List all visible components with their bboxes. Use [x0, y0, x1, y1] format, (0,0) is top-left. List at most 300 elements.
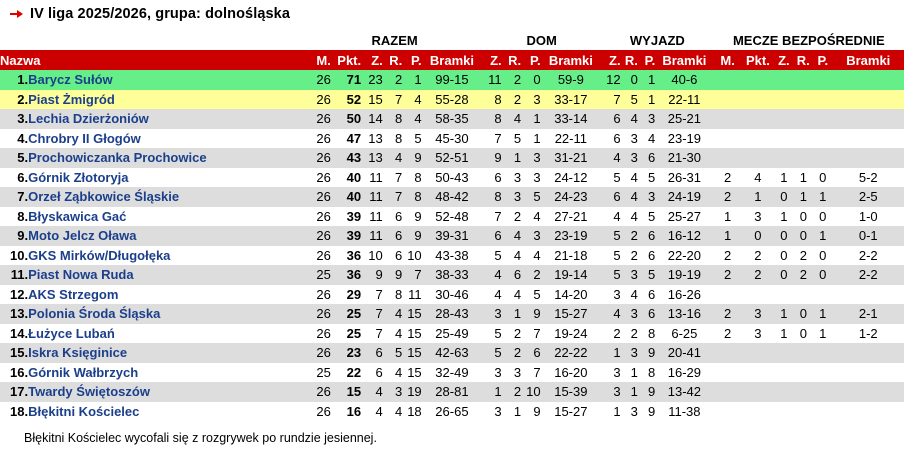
col-wyj-r[interactable]: R. [621, 50, 638, 70]
table-row[interactable] [0, 324, 904, 344]
row-away-goals: 21-30 [655, 148, 713, 168]
col-bez-p[interactable]: P. [813, 50, 832, 70]
row-losses: 1 [402, 70, 421, 90]
row-home-draws: 1 [502, 148, 521, 168]
row-wins: 6 [361, 363, 383, 383]
row-h2h-goals [832, 148, 904, 168]
table-footnote: Błękitni Kościelec wycofali się z rozgrywek po rundzie jesiennej. [24, 431, 377, 445]
row-home-wins: 8 [482, 187, 501, 207]
row-home-wins: 3 [482, 363, 501, 383]
row-home-goals: 59-9 [541, 70, 602, 90]
table-row[interactable] [0, 187, 904, 207]
row-h2h-goals: 2-5 [832, 187, 904, 207]
row-draws: 4 [383, 363, 402, 383]
row-h2h-matches: 2 [714, 168, 742, 188]
row-goals: 52-48 [422, 207, 483, 227]
row-matches: 26 [307, 343, 331, 363]
row-matches: 26 [307, 187, 331, 207]
row-h2h-losses: 1 [813, 304, 832, 324]
row-h2h-matches [714, 90, 742, 110]
row-away-losses: 9 [638, 343, 655, 363]
row-home-draws: 4 [502, 285, 521, 305]
table-row[interactable] [0, 343, 904, 363]
row-away-losses: 6 [638, 285, 655, 305]
row-draws: 7 [383, 187, 402, 207]
row-points: 29 [331, 285, 361, 305]
row-h2h-draws: 0 [794, 304, 813, 324]
team-name-link[interactable]: Łużyce Lubań [28, 324, 307, 344]
row-away-wins: 5 [601, 265, 620, 285]
row-wins: 11 [361, 207, 383, 227]
row-away-losses: 9 [638, 402, 655, 422]
row-away-wins: 2 [601, 324, 620, 344]
row-home-draws: 4 [502, 246, 521, 266]
row-home-wins: 3 [482, 304, 501, 324]
table-row[interactable] [0, 246, 904, 266]
row-h2h-wins [774, 382, 793, 402]
row-away-draws: 2 [621, 226, 638, 246]
row-h2h-matches [714, 70, 742, 90]
col-wyj-p[interactable]: P. [638, 50, 655, 70]
row-h2h-wins: 1 [774, 168, 793, 188]
row-position: 5. [0, 148, 28, 168]
row-h2h-wins [774, 129, 793, 149]
table-row[interactable] [0, 226, 904, 246]
col-dom-r[interactable]: R. [502, 50, 521, 70]
row-h2h-losses [813, 363, 832, 383]
row-h2h-draws: 2 [794, 246, 813, 266]
row-away-goals: 22-20 [655, 246, 713, 266]
row-away-draws: 1 [621, 382, 638, 402]
row-h2h-losses [813, 70, 832, 90]
team-name-link[interactable]: Barycz Sułów [28, 70, 307, 90]
row-away-draws: 3 [621, 129, 638, 149]
row-h2h-wins [774, 402, 793, 422]
row-home-goals: 21-18 [541, 246, 602, 266]
row-h2h-points: 2 [742, 246, 774, 266]
row-h2h-losses: 0 [813, 265, 832, 285]
row-points: 52 [331, 90, 361, 110]
row-goals: 25-49 [422, 324, 483, 344]
row-home-draws: 2 [502, 90, 521, 110]
row-h2h-losses [813, 343, 832, 363]
row-away-draws: 4 [621, 168, 638, 188]
row-points: 36 [331, 265, 361, 285]
team-name-link[interactable]: Polonia Środa Śląska [28, 304, 307, 324]
row-goals: 52-51 [422, 148, 483, 168]
row-goals: 55-28 [422, 90, 483, 110]
row-away-draws: 3 [621, 343, 638, 363]
row-points: 40 [331, 168, 361, 188]
row-losses: 15 [402, 363, 421, 383]
row-matches: 26 [307, 402, 331, 422]
row-h2h-draws [794, 363, 813, 383]
col-dom-p[interactable]: P. [521, 50, 540, 70]
col-pkt[interactable]: Pkt. [331, 50, 361, 70]
row-h2h-goals: 2-2 [832, 265, 904, 285]
row-points: 47 [331, 129, 361, 149]
row-losses: 4 [402, 90, 421, 110]
row-away-draws: 3 [621, 304, 638, 324]
row-home-losses: 3 [521, 226, 540, 246]
row-h2h-matches [714, 343, 742, 363]
group-header-wyjazd: WYJAZD [629, 32, 685, 48]
row-away-losses: 6 [638, 226, 655, 246]
row-h2h-points: 3 [742, 324, 774, 344]
row-away-goals: 26-31 [655, 168, 713, 188]
page-title [0, 0, 904, 30]
row-home-goals: 22-22 [541, 343, 602, 363]
row-points: 16 [331, 402, 361, 422]
row-matches: 26 [307, 168, 331, 188]
row-position: 8. [0, 207, 28, 227]
row-wins: 7 [361, 324, 383, 344]
row-h2h-points [742, 109, 774, 129]
team-name-link[interactable]: Piast Nowa Ruda [28, 265, 307, 285]
row-h2h-draws [794, 343, 813, 363]
row-home-wins: 3 [482, 402, 501, 422]
row-goals: 48-42 [422, 187, 483, 207]
row-away-draws: 0 [621, 70, 638, 90]
row-home-losses: 5 [521, 187, 540, 207]
row-h2h-wins [774, 148, 793, 168]
row-h2h-points [742, 382, 774, 402]
row-away-wins: 6 [601, 129, 620, 149]
col-wyj-z[interactable]: Z. [601, 50, 620, 70]
row-goals: 50-43 [422, 168, 483, 188]
row-matches: 26 [307, 129, 331, 149]
row-wins: 4 [361, 382, 383, 402]
row-home-wins: 8 [482, 90, 501, 110]
row-h2h-draws [794, 402, 813, 422]
row-h2h-goals [832, 382, 904, 402]
row-home-draws: 1 [502, 304, 521, 324]
row-home-draws: 2 [502, 70, 521, 90]
row-away-losses: 5 [638, 207, 655, 227]
table-row[interactable] [0, 207, 904, 227]
row-h2h-matches: 1 [714, 207, 742, 227]
row-away-losses: 6 [638, 246, 655, 266]
row-away-draws: 3 [621, 402, 638, 422]
row-draws: 6 [383, 246, 402, 266]
table-row[interactable] [0, 148, 904, 168]
col-bez-bramki[interactable]: Bramki [832, 50, 904, 70]
row-home-draws: 4 [502, 109, 521, 129]
col-bez-z[interactable]: Z. [774, 50, 793, 70]
row-home-goals: 16-20 [541, 363, 602, 383]
row-h2h-goals: 0-1 [832, 226, 904, 246]
col-bez-r[interactable]: R. [794, 50, 813, 70]
row-home-losses: 3 [521, 148, 540, 168]
team-name-link[interactable]: AKS Strzegom [28, 285, 307, 305]
row-h2h-matches: 2 [714, 304, 742, 324]
row-matches: 26 [307, 109, 331, 129]
row-points: 22 [331, 363, 361, 383]
row-h2h-wins [774, 90, 793, 110]
row-away-goals: 20-41 [655, 343, 713, 363]
team-name-link[interactable]: Prochowiczanka Prochowice [28, 148, 307, 168]
row-home-losses: 5 [521, 285, 540, 305]
row-h2h-points [742, 363, 774, 383]
row-h2h-points [742, 129, 774, 149]
table-row[interactable] [0, 129, 904, 149]
row-home-goals: 14-20 [541, 285, 602, 305]
row-losses: 10 [402, 246, 421, 266]
row-h2h-losses: 1 [813, 226, 832, 246]
team-name-link[interactable]: Piast Żmigród [28, 90, 307, 110]
team-name-link[interactable]: Moto Jelcz Oława [28, 226, 307, 246]
team-name-link[interactable]: Twardy Świętoszów [28, 382, 307, 402]
row-h2h-points [742, 70, 774, 90]
team-name-link[interactable]: Błękitni Kościelec [28, 402, 307, 422]
row-h2h-losses: 0 [813, 246, 832, 266]
group-header-dom: DOM [526, 32, 557, 48]
row-h2h-draws [794, 148, 813, 168]
row-draws: 5 [383, 343, 402, 363]
row-matches: 26 [307, 207, 331, 227]
row-away-draws: 3 [621, 265, 638, 285]
row-home-goals: 24-12 [541, 168, 602, 188]
row-h2h-wins [774, 70, 793, 90]
row-losses: 18 [402, 402, 421, 422]
team-name-link[interactable]: Chrobry II Głogów [28, 129, 307, 149]
row-h2h-losses: 0 [813, 168, 832, 188]
row-home-wins: 9 [482, 148, 501, 168]
row-home-goals: 33-17 [541, 90, 602, 110]
column-header-row [0, 50, 904, 70]
row-h2h-points [742, 90, 774, 110]
team-name-link[interactable]: Iskra Księginice [28, 343, 307, 363]
row-h2h-matches: 2 [714, 324, 742, 344]
row-home-wins: 5 [482, 246, 501, 266]
row-away-wins: 6 [601, 109, 620, 129]
row-position: 17. [0, 382, 28, 402]
row-position: 7. [0, 187, 28, 207]
row-goals: 99-15 [422, 70, 483, 90]
row-h2h-goals [832, 343, 904, 363]
row-position: 1. [0, 70, 28, 90]
row-position: 11. [0, 265, 28, 285]
row-matches: 26 [307, 90, 331, 110]
row-matches: 25 [307, 265, 331, 285]
table-row[interactable] [0, 304, 904, 324]
row-h2h-draws [794, 129, 813, 149]
col-bez-m[interactable]: M. [714, 50, 742, 70]
row-h2h-matches [714, 109, 742, 129]
table-row[interactable] [0, 382, 904, 402]
row-h2h-matches: 2 [714, 187, 742, 207]
table-row[interactable] [0, 70, 904, 90]
row-away-wins: 3 [601, 363, 620, 383]
team-name-link[interactable]: GKS Mirków/Długołęka [28, 246, 307, 266]
row-home-losses: 1 [521, 129, 540, 149]
row-away-losses: 4 [638, 129, 655, 149]
arrow-right-icon [10, 8, 24, 20]
row-matches: 26 [307, 324, 331, 344]
row-away-draws: 2 [621, 246, 638, 266]
team-name-link[interactable]: Lechia Dzierżoniów [28, 109, 307, 129]
row-h2h-losses [813, 148, 832, 168]
row-points: 43 [331, 148, 361, 168]
row-home-wins: 5 [482, 324, 501, 344]
row-position: 2. [0, 90, 28, 110]
row-h2h-draws: 0 [794, 207, 813, 227]
table-row[interactable] [0, 168, 904, 188]
row-position: 13. [0, 304, 28, 324]
row-away-losses: 1 [638, 70, 655, 90]
row-matches: 26 [307, 70, 331, 90]
table-row[interactable] [0, 285, 904, 305]
row-h2h-goals: 5-2 [832, 168, 904, 188]
row-h2h-losses: 1 [813, 187, 832, 207]
row-home-losses: 0 [521, 70, 540, 90]
row-away-wins: 4 [601, 207, 620, 227]
row-draws: 6 [383, 226, 402, 246]
row-h2h-goals [832, 402, 904, 422]
row-home-goals: 27-21 [541, 207, 602, 227]
row-home-wins: 6 [482, 226, 501, 246]
team-name-link[interactable]: Błyskawica Gać [28, 207, 307, 227]
row-losses: 15 [402, 324, 421, 344]
row-home-losses: 7 [521, 324, 540, 344]
col-nazwa[interactable]: Nazwa [0, 50, 307, 70]
row-away-goals: 24-19 [655, 187, 713, 207]
col-p[interactable]: P. [402, 50, 421, 70]
row-away-draws: 4 [621, 109, 638, 129]
row-away-losses: 8 [638, 324, 655, 344]
row-away-draws: 4 [621, 285, 638, 305]
row-home-losses: 1 [521, 109, 540, 129]
col-dom-z[interactable]: Z. [482, 50, 501, 70]
row-h2h-points [742, 285, 774, 305]
row-points: 15 [331, 382, 361, 402]
row-home-wins: 8 [482, 109, 501, 129]
team-name-link[interactable]: Górnik Wałbrzych [28, 363, 307, 383]
table-row[interactable] [0, 363, 904, 383]
row-away-goals: 40-6 [655, 70, 713, 90]
row-losses: 5 [402, 129, 421, 149]
row-h2h-wins [774, 343, 793, 363]
row-home-losses: 10 [521, 382, 540, 402]
group-header-bezposrednie: MECZE BEZPOŚREDNIE [732, 32, 885, 48]
col-dom-bramki[interactable]: Bramki [541, 50, 602, 70]
row-home-losses: 3 [521, 168, 540, 188]
row-h2h-wins [774, 285, 793, 305]
row-h2h-goals [832, 363, 904, 383]
row-h2h-wins: 1 [774, 304, 793, 324]
table-row[interactable] [0, 109, 904, 129]
row-h2h-points: 1 [742, 187, 774, 207]
row-draws: 7 [383, 90, 402, 110]
row-away-wins: 1 [601, 402, 620, 422]
row-draws: 4 [383, 304, 402, 324]
col-z[interactable]: Z. [361, 50, 383, 70]
row-position: 4. [0, 129, 28, 149]
col-m[interactable]: M. [307, 50, 331, 70]
row-home-goals: 19-14 [541, 265, 602, 285]
row-home-goals: 15-27 [541, 304, 602, 324]
row-draws: 8 [383, 109, 402, 129]
row-h2h-losses [813, 90, 832, 110]
col-bez-pkt[interactable]: Pkt. [742, 50, 774, 70]
team-name-link[interactable]: Orzeł Ząbkowice Śląskie [28, 187, 307, 207]
row-h2h-draws [794, 90, 813, 110]
row-position: 14. [0, 324, 28, 344]
row-h2h-matches [714, 129, 742, 149]
row-home-draws: 3 [502, 187, 521, 207]
row-wins: 6 [361, 343, 383, 363]
row-h2h-wins: 0 [774, 265, 793, 285]
row-away-losses: 8 [638, 363, 655, 383]
col-r[interactable]: R. [383, 50, 402, 70]
row-matches: 26 [307, 226, 331, 246]
table-row[interactable] [0, 265, 904, 285]
row-home-goals: 15-27 [541, 402, 602, 422]
row-wins: 15 [361, 90, 383, 110]
row-away-draws: 4 [621, 207, 638, 227]
row-draws: 3 [383, 382, 402, 402]
row-home-wins: 1 [482, 382, 501, 402]
row-h2h-draws [794, 70, 813, 90]
row-home-draws: 4 [502, 226, 521, 246]
row-away-goals: 16-29 [655, 363, 713, 383]
row-losses: 4 [402, 109, 421, 129]
row-points: 39 [331, 226, 361, 246]
col-wyj-bramki[interactable]: Bramki [655, 50, 713, 70]
row-home-losses: 4 [521, 207, 540, 227]
row-home-wins: 5 [482, 343, 501, 363]
row-home-wins: 4 [482, 265, 501, 285]
row-h2h-points [742, 343, 774, 363]
row-home-draws: 5 [502, 129, 521, 149]
row-h2h-matches: 2 [714, 265, 742, 285]
row-position: 18. [0, 402, 28, 422]
table-row[interactable] [0, 402, 904, 422]
row-points: 36 [331, 246, 361, 266]
row-h2h-wins: 1 [774, 324, 793, 344]
row-h2h-matches [714, 363, 742, 383]
row-away-losses: 6 [638, 304, 655, 324]
row-points: 25 [331, 304, 361, 324]
row-draws: 7 [383, 168, 402, 188]
team-name-link[interactable]: Górnik Złotoryja [28, 168, 307, 188]
row-h2h-points [742, 148, 774, 168]
row-draws: 4 [383, 148, 402, 168]
row-away-goals: 16-26 [655, 285, 713, 305]
row-goals: 28-81 [422, 382, 483, 402]
table-row[interactable] [0, 90, 904, 110]
row-losses: 8 [402, 187, 421, 207]
row-home-goals: 31-21 [541, 148, 602, 168]
row-h2h-wins: 1 [774, 207, 793, 227]
row-points: 23 [331, 343, 361, 363]
row-matches: 26 [307, 246, 331, 266]
row-away-wins: 5 [601, 168, 620, 188]
group-header-row [0, 30, 904, 50]
row-goals: 43-38 [422, 246, 483, 266]
row-away-goals: 25-21 [655, 109, 713, 129]
row-wins: 7 [361, 285, 383, 305]
row-wins: 11 [361, 226, 383, 246]
col-bramki[interactable]: Bramki [422, 50, 483, 70]
row-away-goals: 25-27 [655, 207, 713, 227]
row-home-losses: 7 [521, 363, 540, 383]
row-points: 39 [331, 207, 361, 227]
row-h2h-losses [813, 285, 832, 305]
row-away-goals: 11-38 [655, 402, 713, 422]
row-home-losses: 9 [521, 402, 540, 422]
row-h2h-matches: 2 [714, 246, 742, 266]
